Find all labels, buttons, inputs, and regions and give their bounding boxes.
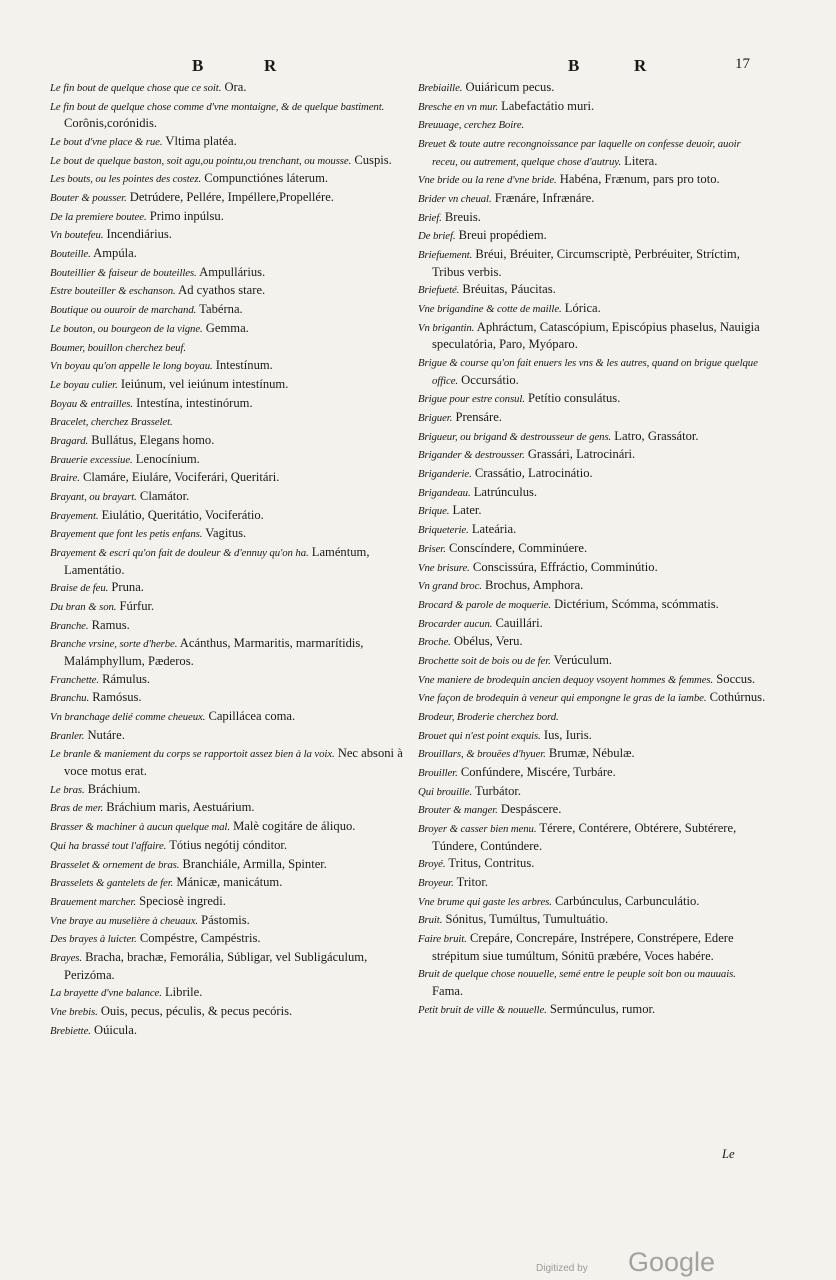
right-column — [418, 79, 768, 1019]
entry-french-term: Briganderie. — [418, 468, 472, 481]
dictionary-entry — [50, 282, 406, 300]
dictionary-entry — [50, 413, 406, 431]
entry-latin-gloss: Prensáre. — [452, 410, 502, 424]
entry-latin-gloss: Rámulus. — [98, 671, 151, 686]
entry-french-term: Branche vrsine, sorte d'herbe. — [50, 638, 178, 651]
dictionary-entry — [50, 689, 406, 707]
entry-latin-gloss: Breui propédiem. — [455, 228, 547, 243]
entry-french-term: Le bouton, ou bourgeon de la vigne. — [50, 322, 203, 335]
entry-latin-gloss: Tabérna. — [196, 302, 243, 317]
entry-french-term: Bouteille. — [50, 248, 91, 261]
entry-latin-gloss: Eiulátio, Queritátio, Vociferátio. — [98, 507, 264, 522]
dictionary-entry — [418, 1001, 768, 1019]
entry-latin-gloss: Malè cogitáre de áliquo. — [229, 819, 356, 834]
dictionary-entry — [50, 874, 406, 892]
entry-french-term: Faire bruit. — [418, 933, 467, 946]
entry-latin-gloss: Sónitus, Tumúltus, Tumultuátio. — [442, 912, 609, 927]
entry-french-term: Le fin bout de quelque chose que ce soit. — [50, 82, 222, 94]
dictionary-entry — [50, 525, 406, 543]
entry-french-term: Brayant, ou brayart. — [50, 491, 137, 504]
entry-french-term: Bouteillier & faiseur de bouteilles. — [50, 266, 197, 279]
dictionary-entry — [50, 1003, 406, 1021]
dictionary-entry — [50, 189, 406, 207]
dictionary-entry — [50, 818, 406, 836]
dictionary-entry — [418, 354, 768, 389]
entry-latin-gloss: Petítio consulátus. — [524, 391, 621, 406]
entry-french-term: Broyer & casser bien menu. — [418, 823, 537, 836]
dictionary-entry — [418, 820, 768, 854]
entry-french-term: Bouter & pousser. — [50, 192, 127, 205]
entry-french-term: Briguer. — [418, 412, 453, 424]
entry-french-term: Bracelet, cherchez Brasselet. — [50, 416, 173, 429]
entry-latin-gloss: Ampullárius. — [196, 264, 266, 279]
entry-latin-gloss: Confúndere, Miscére, Turbáre. — [457, 765, 616, 780]
dictionary-entry — [50, 339, 406, 357]
entry-latin-gloss: Ouiáricum pecus. — [462, 80, 555, 94]
dictionary-entry — [418, 484, 768, 502]
dictionary-entry — [418, 764, 768, 782]
entry-latin-gloss: Corônis,corónidis. — [64, 116, 158, 131]
entry-french-term: Brigue pour estre consul. — [418, 393, 525, 406]
dictionary-entry — [50, 671, 406, 689]
entry-french-term: De la premiere boutee. — [50, 210, 147, 223]
entry-french-term: Brigander & destrousser. — [418, 449, 525, 462]
entry-french-term: Briefuement. — [418, 249, 473, 262]
entry-french-term: Briser. — [418, 542, 446, 555]
dictionary-entry — [50, 79, 406, 97]
dictionary-entry — [50, 170, 406, 188]
entry-french-term: Bruit. — [418, 914, 443, 927]
entry-latin-gloss: Turbátor. — [472, 783, 522, 798]
entry-french-term: Brigue & course qu'on fait enuers les vns & les autres, quand on brigue quelque office. — [418, 357, 758, 387]
entry-french-term: Des brayes à luicter. — [50, 933, 137, 946]
dictionary-entry — [50, 320, 406, 338]
dictionary-entry — [418, 652, 768, 670]
entry-french-term: Breuet & toute autre recongnoissance par laquelle on confesse deuoir, auoir receu, ou autrement, quelque chose d'autruy. — [418, 138, 741, 168]
entry-latin-gloss: Pruna. — [108, 580, 144, 595]
dictionary-entry — [418, 671, 768, 689]
entry-latin-gloss: Litera. — [621, 153, 658, 168]
google-wordmark: Google — [628, 1247, 716, 1277]
entry-french-term: Brebiette. — [50, 1024, 91, 1037]
dictionary-entry — [418, 689, 768, 707]
entry-latin-gloss: Fama. — [432, 984, 464, 999]
dictionary-entry — [418, 502, 768, 520]
digitized-by-label: Digitized by — [536, 1263, 588, 1274]
entry-french-term: De brief. — [418, 230, 456, 243]
dictionary-entry — [50, 781, 406, 799]
entry-latin-gloss: Bréuitas, Páucitas. — [459, 282, 556, 297]
entry-french-term: Brief. — [418, 211, 442, 224]
catchword: Le — [722, 1147, 735, 1161]
dictionary-entry — [418, 98, 768, 116]
dictionary-entry — [50, 856, 406, 874]
entry-french-term: Le bras. — [50, 783, 85, 796]
entry-latin-gloss: Frænáre, Infrænáre. — [491, 191, 595, 206]
entry-latin-gloss: Bullátus, Elegans homo. — [88, 432, 215, 447]
entry-latin-gloss: Intestína, intestinórum. — [132, 395, 253, 410]
entry-french-term: Brasselets & gantelets de fer. — [50, 877, 174, 890]
entry-french-term: La brayette d'vne balance. — [50, 987, 162, 1000]
entry-french-term: Brodeur, Broderie cherchez bord. — [418, 711, 559, 723]
entry-latin-gloss: Mánicæ, manicátum. — [173, 875, 283, 890]
entry-latin-gloss: Compunctiónes láterum. — [201, 171, 329, 186]
dictionary-entry — [50, 98, 406, 132]
dictionary-entry — [50, 837, 406, 855]
entry-latin-gloss: Ieiúnum, vel ieiúnum intestínum. — [117, 376, 289, 391]
entry-french-term: Brouet qui n'est point exquis. — [418, 729, 541, 742]
dictionary-entry — [418, 135, 768, 170]
dictionary-entry — [50, 912, 406, 930]
dictionary-entry — [50, 893, 406, 911]
entry-latin-gloss: Clamáre, Eiuláre, Vociferári, Queritári. — [79, 470, 280, 485]
entry-french-term: Les bouts, ou les pointes des costez. — [50, 173, 202, 186]
entry-french-term: Brider vn cheual. — [418, 193, 492, 206]
dictionary-entry — [418, 930, 768, 964]
dictionary-entry — [418, 300, 768, 318]
entry-latin-gloss: Ouis, pecus, péculis, & pecus pecóris. — [97, 1003, 293, 1018]
entry-french-term: Broyeur. — [418, 877, 454, 890]
dictionary-entry — [50, 245, 406, 263]
entry-latin-gloss: Fúrfur. — [116, 599, 155, 614]
entry-french-term: Le fin bout de quelque chose comme d'vne montaigne, & de quelque bastiment. — [50, 100, 385, 113]
entry-french-term: Bras de mer. — [50, 802, 104, 815]
entry-latin-gloss: Crepáre, Concrepáre, Instrépere, Constrépere, Edere strépitum siue tumúltum, Sónitū præbére, Voces habére. — [432, 931, 734, 963]
dictionary-entry — [50, 451, 406, 469]
entry-french-term: Breuuage, cerchez Boire. — [418, 119, 525, 132]
dictionary-entry — [418, 116, 768, 134]
entry-french-term: Vn boyau qu'on appelle le long boyau. — [50, 360, 213, 373]
dictionary-entry — [50, 579, 406, 597]
dictionary-entry — [418, 633, 768, 651]
entry-latin-gloss: Lórica. — [561, 301, 601, 316]
dictionary-entry — [50, 949, 406, 983]
dictionary-entry — [50, 208, 406, 226]
dictionary-entry — [418, 246, 768, 280]
entry-french-term: Estre bouteiller & eschanson. — [50, 285, 176, 298]
entry-french-term: Brocard & parole de moquerie. — [418, 598, 551, 611]
entry-latin-gloss: Librile. — [161, 985, 203, 1000]
entry-latin-gloss: Oúicula. — [90, 1022, 138, 1037]
entry-latin-gloss: Intestínum. — [212, 358, 273, 373]
entry-latin-gloss: Bracha, brachæ, Femorália, Súbligar, vel Subligáculum, Perizóma. — [64, 949, 368, 982]
entry-french-term: Bragard. — [50, 434, 89, 447]
entry-french-term: Brebiaille. — [418, 82, 463, 94]
entry-french-term: Du bran & son. — [50, 601, 117, 614]
left-column — [50, 79, 406, 1040]
entry-latin-gloss: Conscíndere, Comminúere. — [445, 540, 588, 555]
dictionary-entry — [418, 559, 768, 577]
entry-french-term: Vne maniere de brodequin ancien dequoy vsoyent hommes & femmes. — [418, 673, 714, 686]
entry-french-term: Qui ha brassé tout l'affaire. — [50, 839, 167, 852]
entry-french-term: Le bout d'vne place & rue. — [50, 135, 163, 148]
entry-french-term: Brique. — [418, 505, 450, 518]
entry-latin-gloss: Speciosè ingredi. — [135, 893, 226, 908]
entry-french-term: Braise de feu. — [50, 582, 109, 595]
entry-french-term: Brasser & machiner à aucun quelque mal. — [50, 821, 230, 834]
entry-latin-gloss: Vagitus. — [202, 526, 247, 541]
entry-french-term: Branche. — [50, 619, 89, 632]
entry-latin-gloss: Habéna, Frænum, pars pro toto. — [556, 172, 720, 187]
entry-french-term: Branchu. — [50, 692, 90, 705]
entry-latin-gloss: Bráchium maris, Aestuárium. — [103, 800, 255, 815]
dictionary-entry — [50, 930, 406, 948]
entry-latin-gloss: Capillácea coma. — [205, 709, 296, 724]
entry-latin-gloss: Tritus, Contritus. — [445, 856, 535, 871]
entry-french-term: Briqueterie. — [418, 524, 469, 537]
entry-latin-gloss: Cuspis. — [351, 152, 392, 167]
entry-french-term: Vne brisure. — [418, 561, 470, 574]
entry-latin-gloss: Detrúdere, Pellére, Impéllere,Propellére. — [126, 190, 334, 205]
dictionary-entry — [50, 432, 406, 450]
entry-latin-gloss: Bréui, Bréuiter, Circumscriptè, Perbréuiter, Stríctim, Tribus verbis. — [432, 247, 740, 279]
entry-french-term: Vn branchage delié comme cheueux. — [50, 711, 206, 724]
dictionary-entry — [50, 488, 406, 506]
entry-latin-gloss: Obélus, Veru. — [450, 634, 523, 649]
entry-french-term: Brocarder aucun. — [418, 617, 493, 630]
entry-french-term: Boyau & entrailles. — [50, 397, 133, 410]
running-head-right-letter-1: B — [568, 56, 580, 75]
dictionary-entry — [418, 79, 768, 97]
entry-latin-gloss: Aphráctum, Catascópium, Episcópius phaselus, Nauigia speculatória, Paro, Myóparo. — [432, 319, 760, 352]
entry-french-term: Brayement. — [50, 509, 99, 522]
entry-french-term: Vne façon de brodequin à veneur qui empongne le gras de la iambe. — [418, 692, 707, 705]
entry-french-term: Boumer, bouillon cherchez beuf. — [50, 341, 186, 354]
entry-latin-gloss: Ampúla. — [90, 246, 137, 261]
entry-latin-gloss: Lenocínium. — [132, 451, 200, 466]
dictionary-entry — [50, 507, 406, 525]
entry-latin-gloss: Despáscere. — [497, 802, 562, 817]
dictionary-entry — [418, 227, 768, 245]
dictionary-entry — [418, 190, 768, 208]
entry-french-term: Vn boutefeu. — [50, 229, 104, 242]
dictionary-entry — [418, 390, 768, 408]
dictionary-entry — [418, 893, 768, 911]
entry-french-term: Brigueur, ou brigand & destrousseur de gens. — [418, 430, 612, 443]
entry-latin-gloss: Cothúrnus. — [706, 690, 766, 705]
entry-latin-gloss: Laméntum, Lamentátio. — [64, 545, 370, 577]
entry-latin-gloss: Tótius negótij cónditor. — [166, 837, 288, 852]
entry-french-term: Brouillars, & brouëes d'hyuer. — [418, 748, 546, 761]
dictionary-entry — [418, 783, 768, 801]
dictionary-entry — [50, 395, 406, 413]
entry-french-term: Le bout de quelque baston, soit agu,ou pointu,ou trenchant, ou mousse. — [50, 154, 352, 167]
entry-latin-gloss: Bráchium. — [84, 781, 141, 796]
entry-latin-gloss: Ramus. — [88, 617, 130, 632]
dictionary-entry — [418, 319, 768, 353]
entry-french-term: Petit bruit de ville & nouuelle. — [418, 1003, 547, 1016]
entry-latin-gloss: Nec absoni à voce motus erat. — [64, 746, 403, 779]
entry-french-term: Vne braye au muselière à cheuaux. — [50, 914, 199, 927]
entry-french-term: Le boyau culier. — [50, 378, 118, 391]
dictionary-entry — [50, 598, 406, 616]
entry-latin-gloss: Ad cyathos stare. — [175, 283, 266, 298]
entry-latin-gloss: Conscissúra, Effráctio, Comminútio. — [469, 559, 658, 574]
dictionary-entry — [418, 428, 768, 446]
entry-latin-gloss: Brochus, Amphora. — [481, 578, 584, 593]
dictionary-entry — [50, 745, 406, 779]
page-number: 17 — [735, 56, 750, 72]
running-head-left-letter-2: R — [264, 56, 277, 75]
dictionary-entry — [418, 409, 768, 427]
dictionary-entry — [418, 965, 768, 999]
entry-latin-gloss: Branchiále, Armilla, Spinter. — [179, 856, 327, 871]
entry-french-term: Brayement que font les petis enfans. — [50, 528, 203, 541]
dictionary-entry — [50, 617, 406, 635]
entry-french-term: Vn brigantin. — [418, 321, 475, 334]
entry-french-term: Vne brebis. — [50, 1005, 98, 1018]
entry-french-term: Brasselet & ornement de bras. — [50, 858, 180, 871]
dictionary-entry — [418, 615, 768, 633]
dictionary-entry — [418, 874, 768, 892]
dictionary-entry — [50, 635, 406, 669]
dictionary-entry — [418, 577, 768, 595]
entry-latin-gloss: Cauillári. — [492, 615, 543, 630]
dictionary-entry — [50, 984, 406, 1002]
entry-french-term: Vne brume qui gaste les arbres. — [418, 895, 552, 908]
entry-latin-gloss: Compéstre, Campéstris. — [136, 931, 261, 946]
dictionary-entry — [418, 465, 768, 483]
dictionary-entry — [50, 799, 406, 817]
entry-latin-gloss: Verúculum. — [550, 652, 613, 667]
dictionary-entry — [418, 801, 768, 819]
dictionary-entry — [418, 855, 768, 873]
entry-latin-gloss: Brumæ, Nébulæ. — [545, 746, 635, 761]
dictionary-entry — [418, 596, 768, 614]
entry-french-term: Vne bride ou la rene d'vne bride. — [418, 174, 557, 187]
running-head-left-letter-1: B — [192, 56, 204, 75]
dictionary-entry — [418, 171, 768, 189]
entry-latin-gloss: Pástomis. — [198, 912, 250, 927]
entry-latin-gloss: Ora. — [221, 80, 247, 94]
entry-latin-gloss: Clamátor. — [136, 489, 190, 504]
dictionary-entry — [50, 727, 406, 745]
entry-latin-gloss: Grassári, Latrocinári. — [524, 447, 636, 462]
entry-latin-gloss: Sermúnculus, rumor. — [546, 1001, 656, 1016]
dictionary-entry — [418, 745, 768, 763]
entry-french-term: Brauerie excessiue. — [50, 453, 133, 466]
digitized-footer — [536, 1247, 736, 1277]
dictionary-entry — [418, 281, 768, 299]
dictionary-entry — [418, 540, 768, 558]
entry-latin-gloss: Occursátio. — [457, 372, 519, 387]
entry-latin-gloss: Lateária. — [468, 522, 517, 537]
running-head — [0, 52, 836, 82]
dictionary-entry — [50, 226, 406, 244]
entry-french-term: Bresche en vn mur. — [418, 100, 498, 113]
entry-latin-gloss: Latro, Grassátor. — [611, 428, 699, 443]
entry-latin-gloss: Tritor. — [453, 875, 488, 890]
dictionary-entry — [418, 911, 768, 929]
entry-french-term: Branler. — [50, 729, 85, 742]
entry-latin-gloss: Soccus. — [713, 671, 756, 686]
dictionary-entry — [418, 727, 768, 745]
dictionary-entry — [418, 708, 768, 726]
entry-french-term: Le branle & maniement du corps se rapportoit assez bien à la voix. — [50, 748, 335, 761]
entry-latin-gloss: Later. — [449, 503, 482, 518]
entry-latin-gloss: Ius, Iuris. — [540, 727, 592, 742]
entry-french-term: Franchette. — [50, 673, 99, 686]
dictionary-entry — [50, 301, 406, 319]
entry-french-term: Braire. — [50, 472, 80, 485]
entry-latin-gloss: Breuis. — [441, 209, 481, 224]
dictionary-entry — [50, 357, 406, 375]
dictionary-entry — [50, 1022, 406, 1040]
entry-french-term: Brochette soit de bois ou de fer. — [418, 654, 551, 667]
entry-french-term: Vne brigandine & cotte de maille. — [418, 303, 562, 316]
dictionary-entry — [50, 376, 406, 394]
entry-french-term: Vn grand broc. — [418, 580, 482, 593]
entry-french-term: Broyé. — [418, 858, 446, 871]
entry-latin-gloss: Ramósus. — [89, 690, 142, 705]
entry-french-term: Broche. — [418, 636, 451, 649]
dictionary-entry — [50, 152, 406, 170]
entry-latin-gloss: Dictérium, Scómma, scómmatis. — [550, 596, 719, 611]
entry-latin-gloss: Incendiárius. — [103, 227, 172, 242]
dictionary-entry — [50, 469, 406, 487]
dictionary-entry — [50, 133, 406, 151]
entry-latin-gloss: Primo inpúlsu. — [146, 208, 224, 223]
entry-french-term: Boutique ou ouuroir de marchand. — [50, 304, 197, 317]
entry-latin-gloss: Acánthus, Marmaritis, marmarítidis, Malámphyllum, Pæderos. — [64, 636, 364, 669]
dictionary-entry — [418, 521, 768, 539]
entry-french-term: Brauement marcher. — [50, 895, 136, 908]
entry-french-term: Brouter & manger. — [418, 804, 498, 817]
entry-latin-gloss: Gemma. — [202, 320, 249, 335]
dictionary-entry — [418, 209, 768, 227]
dictionary-entry — [418, 446, 768, 464]
entry-latin-gloss: Carbúnculus, Carbunculátio. — [551, 893, 700, 908]
entry-latin-gloss: Térere, Contérere, Obtérere, Subtérere, Túndere, Contúndere. — [432, 821, 737, 853]
entry-french-term: Qui brouille. — [418, 785, 473, 798]
entry-latin-gloss: Latrúnculus. — [470, 484, 538, 499]
entry-latin-gloss: Nutáre. — [84, 727, 125, 742]
entry-french-term: Brayement & escri qu'on fait de douleur & d'ennuy qu'on ha. — [50, 547, 309, 560]
entry-french-term: Bruit de quelque chose nouuelle, semé entre le peuple soit bon ou mauuais. — [418, 968, 736, 981]
entry-latin-gloss: Vltima platéa. — [162, 133, 237, 148]
dictionary-entry — [50, 264, 406, 282]
entry-french-term: Brayes. — [50, 951, 82, 964]
entry-latin-gloss: Labefactátio muri. — [497, 98, 595, 113]
entry-latin-gloss: Crassátio, Latrocinátio. — [471, 466, 593, 481]
entry-french-term: Brouiller. — [418, 767, 458, 780]
running-head-right-letter-2: R — [634, 56, 647, 75]
dictionary-entry — [50, 708, 406, 726]
entry-french-term: Briefueté. — [418, 284, 460, 297]
dictionary-entry — [50, 544, 406, 578]
entry-french-term: Brigandeau. — [418, 486, 471, 499]
